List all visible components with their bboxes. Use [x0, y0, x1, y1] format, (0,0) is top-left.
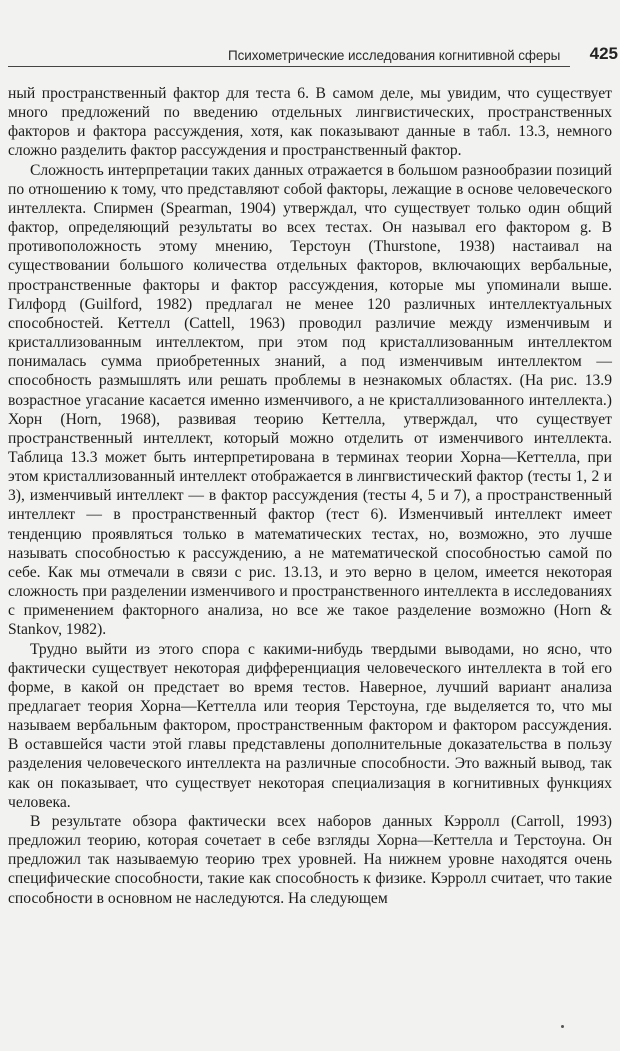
body-text	[8, 84, 612, 908]
paragraph-interpretation: Сложность интерпретации таких данных отражается в большом разнообразии позиций по отношению к тому, что представляют собой факторы, лежащие в основе человеческого интеллекта. Спирмен (Spearman, 1904) утверждал, что существует только один общий фактор, определяющий результаты во всех тестах. Он называл его фактором g. В противоположность этому мнению, Терстоун (Thurstone, 1938) настаивал на существовании большого количества отдельных факторов, включающих вербальные, пространственные факторы и фактор рассуждения, которые мы упоминали выше. Гилфорд (Guilford, 1982) предлагал не менее 120 различных интеллектуальных способностей. Кеттелл (Cattell, 1963) проводил различие между изменчивым и кристаллизованным интеллектом, при этом под кристаллизованным интеллектом понималась сумма приобретенных знаний, а под изменчивым интеллектом — способность размышлять или решать проблемы в незнакомых областях. (На рис. 13.9 возрастное угасание касается именно изменчивого, а не кристаллизованного интеллекта.) Хорн (Horn, 1968), развивая теорию Кеттелла, утверждал, что существует пространственный интеллект, который можно отделить от изменчивого интеллекта. Таблица 13.3 может быть интерпретирована в терминах теории Хорна—Кеттелла, при этом кристаллизованный интеллект отображается в лингвистический фактор (тесты 1, 2 и 3), изменчивый интеллект — в фактор рассуждения (тесты 4, 5 и 7), а пространственный интеллект — в пространственный фактор (тест 6). Изменчивый интеллект имеет тенденцию проявляться только в математических тестах, но, возможно, это лучше называть способностью к рассуждению, а не математической способностью самой по себе. Как мы отмечали в связи с рис. 13.13, и это верно в целом, имеется некоторая сложность при разделении изменчивого и пространственного интеллекта в исследованиях с применением факторного анализа, но все же такое разделение возможно (Horn & Stankov, 1982).	[8, 161, 612, 639]
running-head-title: Психометрические исследования когнитивной сферы	[228, 48, 561, 63]
page-number: 425	[589, 44, 618, 63]
print-speck	[561, 1025, 564, 1028]
header-rule	[8, 66, 570, 67]
paragraph-conclusion: Трудно выйти из этого спора с какими-нибудь твердыми выводами, но ясно, что фактически существует некоторая дифференциация человеческого интеллекта в той его форме, в какой он предстает во время тестов. Наверное, лучший вариант анализа предлагает теория Хорна—Кеттелла или теория Терстоуна, где выделяется то, что мы называем вербальным фактором, пространственным фактором и фактором рассуждения. В оставшейся части этой главы представлены дополнительные доказательства в пользу разделения человеческого интеллекта на различные способности. Это важный вывод, так как он показывает, что существует некоторая специализация в когнитивных функциях человека.	[8, 640, 612, 811]
paragraph-carroll: В результате обзора фактически всех наборов данных Кэрролл (Carroll, 1993) предложил теорию, которая сочетает в себе взгляды Хорна—Кеттелла и Терстоуна. Он предложил так называемую теорию трех уровней. На нижнем уровне находятся очень специфические способности, такие как способность к физике. Кэрролл считает, что такие способности в основном не наследуются. На следующем	[8, 812, 612, 907]
paragraph-continuation: ный пространственный фактор для теста 6. В самом деле, мы увидим, что существует много предложений по введению отдельных лингвистических, пространственных факторов и фактора рассуждения, хотя, как показывают данные в табл. 13.3, немного сложно разделить фактор рассуждения и пространственный фактор.	[8, 85, 612, 160]
running-header	[0, 46, 620, 70]
